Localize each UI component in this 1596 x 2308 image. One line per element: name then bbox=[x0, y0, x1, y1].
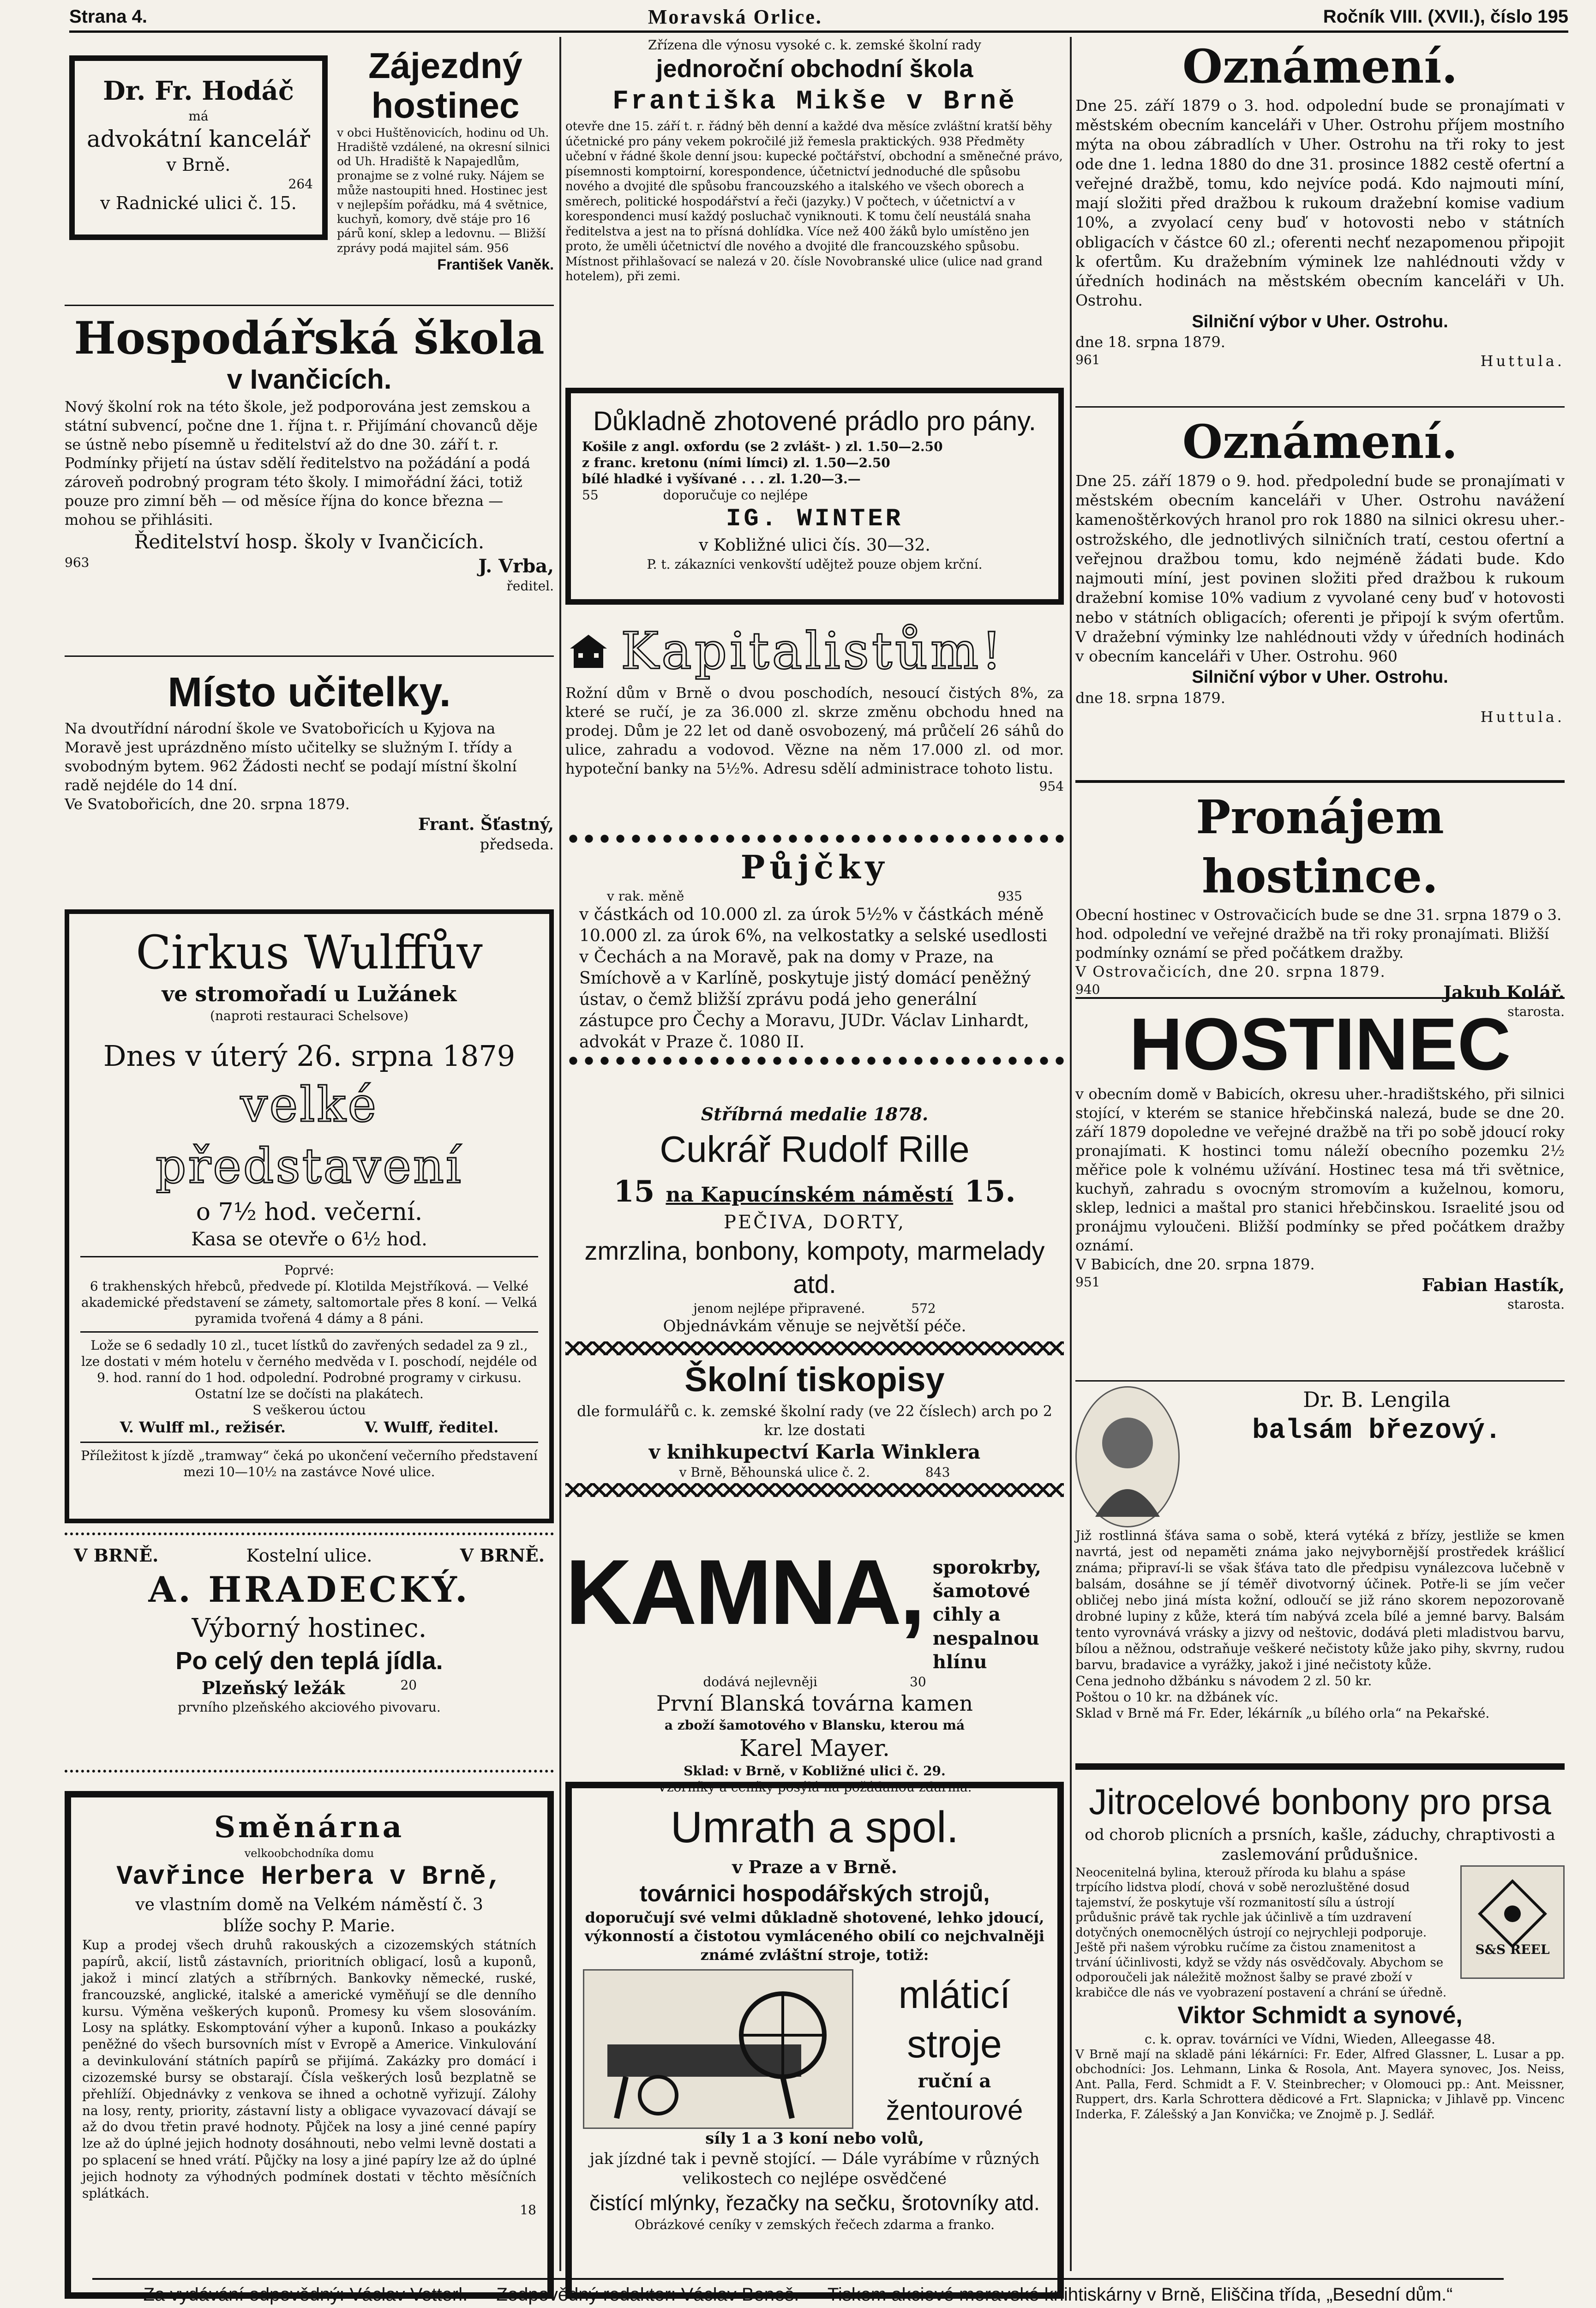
ad-title: KAMNA, bbox=[565, 1541, 924, 1644]
ad-text: Poprvé: bbox=[284, 1262, 334, 1278]
page-header bbox=[69, 3, 1568, 33]
ad-note: Obrázkové ceníky v zemských řečech zdarma a franko. bbox=[634, 2217, 995, 2232]
ad-text: ruční a bbox=[918, 2070, 991, 2092]
ad-signature: Silniční výbor v Uher. Ostrohu. bbox=[1192, 312, 1448, 331]
portrait-icon bbox=[1081, 1392, 1174, 1521]
ad-address: na Kapucínském náměstí bbox=[666, 1183, 954, 1207]
ad-title: Dr. Fr. Hodáč bbox=[103, 76, 294, 106]
ad-subtitle: od chorob plicních a prsních, kašle, záduchy, chraptivosti a zaslemování průdušnice. bbox=[1085, 1825, 1555, 1864]
ad-address: v Kobližné ulici čís. 30—32. bbox=[699, 536, 930, 555]
ad-pronajem-hostince bbox=[1075, 780, 1565, 1020]
ad-title: Oznámení. bbox=[1182, 39, 1458, 94]
ad-headline: žentourové bbox=[886, 2095, 1023, 2126]
page-number: Strana 4. bbox=[69, 6, 147, 27]
ad-name: Viktor Schmidt a synové, bbox=[1177, 2002, 1463, 2029]
ad-text: PEČIVA, DORTY, bbox=[724, 1211, 906, 1233]
house-icon bbox=[565, 632, 612, 669]
ad-title: Školní tiskopisy bbox=[684, 1360, 945, 1399]
ad-address: v Radnické ulici č. 15. bbox=[100, 193, 297, 214]
ad-body: jak jízdné tak i pevně stojící. — Dále vyrábíme v různých velikostech co nejlépe osvědčené bbox=[589, 2149, 1040, 2188]
ad-number: 935 bbox=[997, 888, 1022, 904]
ad-body: Dne 25. září 1879 o 3. hod. odpolední bude se pronajímati v městském obecním kanceláři v Uher. Ostrohu příjem mostního mýta na obou zábradlích v Uher. Ostrohu na tři roky to jest ode dne 1. ledna 1880 do dne 31. prosince 1882 cestě ofertní a veřejné dražbě, tomu, kdo nejvíce podá. Kdo najmouti míní, mají složiti před dražbou k rukoum dražební komise vadium 10%, a zvyolací ceny buď v hotovosti nebo v státních obligacích v částce 60 zl.; oferenti nechť nezapomenou připojit k ofertům. Ku dražebním výminek lze nahlédnouti vždy v úředních hodinách na městském obecním kanceláři v Uh. Ostrohu. bbox=[1075, 96, 1565, 310]
ad-headline: stroje bbox=[907, 2022, 1002, 2066]
ad-address: Sklad: v Brně, v Kobližné ulici č. 29. bbox=[684, 1763, 946, 1779]
issue-info: Ročník VIII. (XVII.), číslo 195 bbox=[1323, 6, 1568, 27]
ad-text: V BRNĚ. bbox=[460, 1545, 545, 1566]
ad-number: 572 bbox=[911, 1301, 936, 1316]
ad-number: 15. bbox=[964, 1174, 1016, 1209]
ad-text: blíže sochy P. Marie. bbox=[223, 1917, 396, 1936]
ad-text: Zřízena dle výnosu vysoké c. k. zemské školní rady bbox=[648, 37, 981, 53]
ad-title: Pronájem hostince. bbox=[1196, 790, 1444, 903]
ad-venue: ve stromořadí u Lužánek bbox=[162, 981, 457, 1006]
ad-hradecky bbox=[65, 1533, 554, 1773]
ad-title: Hospodářská škola bbox=[74, 312, 545, 364]
ad-name: J. Vrba, bbox=[478, 555, 554, 577]
ad-title: Kapitalistům! bbox=[621, 621, 1005, 680]
ad-date: V Ostrovačicích, dne 20. srpna 1879. bbox=[1075, 962, 1386, 980]
ad-name: Fabian Hastík, bbox=[1422, 1274, 1565, 1295]
ad-title: Důkladně zhotovené prádlo pro pány. bbox=[593, 406, 1036, 436]
ad-body: doporučují své velmi důkladně shotovené, lehko jdoucí, výkonností a čistotou vymláceného obilí co nejchvalněji známé zvláštní stroje, totiž: bbox=[584, 1908, 1045, 1964]
ad-name: Františka Mikše v Brně bbox=[612, 87, 1017, 117]
ad-text: Kasa se otevře o 6½ hod. bbox=[191, 1229, 427, 1250]
ad-text: sporokrby, šamotové cihly a nespalnou hlínu bbox=[932, 1557, 1041, 1673]
ad-number: 963 bbox=[65, 555, 90, 571]
ad-body: Nový školní rok na této škole, jež podporována jest zemskou a státní subvencí, počne dne 1. října t. r. Přijímání chovanců děje se ústně nebo písemně u ředitelství až do dne 30. září t. r. Podmínky přijetí na ústav sdělí ředitelstvo na požádání a podá zároveň podrobný program této školy. I mimořádní žáci, totiž pouze pro zimní běh — od měsíce října do konce března — mohou se přihlásiti. bbox=[65, 397, 538, 529]
ad-jitrocelove-bonbony bbox=[1075, 1763, 1565, 2303]
ad-text: S veškerou úctou bbox=[252, 1402, 366, 1418]
ad-text: a zboží šamotového v Blansku, kterou má bbox=[664, 1717, 965, 1733]
ad-name: IG. WINTER bbox=[726, 505, 904, 534]
ad-subtitle: továrnici hospodářských strojů, bbox=[639, 1880, 990, 1906]
ad-body: v obecním domě v Babicích, okresu uher.-hradištského, při silnici stojící, v kterém se stanice hřebčinská nalezá, bude se dne 20. září 1879 dopoledne ve veřejné dražbě na tři po sobě jdoucí roky pronajímati. K hostinci tomu náleží obecního pozemku 2½ měřice pole k volnému užívání. Hostinec tesa má tři světnice, kuchyň, zahradu s ovocným stromovím a kuželnou, komoru, sklep, lednici a maštal pro stanici hřebčinskou. Israelité jsou od pronájmu vyloučeni. Bližší podmínky se před počátkem dražby oznámí. bbox=[1075, 1085, 1565, 1254]
ad-text: Poštou o 10 kr. na džbánek víc. bbox=[1075, 1689, 1279, 1705]
ad-headline: Po celý den teplá jídla. bbox=[175, 1647, 443, 1675]
ad-title: balsám březový. bbox=[1252, 1415, 1502, 1447]
column-divider bbox=[1070, 37, 1072, 2271]
ad-text: čistící mlýnky, řezačky na sečku, šrotovníky atd. bbox=[589, 2190, 1040, 2215]
ad-oznameni-2 bbox=[1075, 406, 1565, 780]
ad-name: v knihkupectví Karla Winklera bbox=[648, 1440, 981, 1463]
ad-text: Plzeňský ležák bbox=[201, 1677, 345, 1698]
ad-text: Cena jednoho džbánku s návodem 2 zl. 50 kr. bbox=[1075, 1673, 1372, 1689]
ad-body: v obci Huštěnovicích, hodinu od Uh. Hradiště vzdálené, na okresní silnici od Uh. Hradiště k Napajedlům, pronajme se z volné ruky. Nájem se může nastoupiti hned. Hostinec jest v nejlepším pořádku, má 4 světnice, kuchyň, komory, dvě stáje pro 16 párů koní, sklep a ledovnu. — Bližší zprávy podá majitel sám. 956 bbox=[337, 126, 550, 255]
ad-role: starosta. bbox=[1507, 1004, 1565, 1020]
ad-number: 961 bbox=[1075, 352, 1100, 368]
ad-note: Příležitost k jízdě „tramway“ čeká po ukončení večerního představení mezi 10—10½ na zastávce Nové ulice. bbox=[81, 1448, 538, 1480]
ad-name: Huttula. bbox=[1480, 708, 1565, 726]
ad-kapitalistum bbox=[565, 619, 1064, 826]
ad-body: Lože se 6 sedadly 10 zl., tucet lístků do zavřených sedadel za 9 zl., lze dostati v mém hotelu v černého medvěda v I. poschodí, nejdéle od 9. hod. ranní do 1 hod. odpolední. Podrobné programy v cirkusu. bbox=[81, 1338, 537, 1386]
ad-oznameni-1 bbox=[1075, 37, 1565, 406]
ad-title: Jitrocelové bonbony pro prsa bbox=[1089, 1781, 1551, 1822]
ad-body: 6 trakhenských hřebců, předvede pí. Klotilda Mejstříková. — Velké akademické představení se zámety, saltomortale přes 8 koní. — Velká pyramida tvořená 4 dámy a 8 páni. bbox=[81, 1279, 537, 1327]
ad-smenarna bbox=[65, 1791, 554, 2299]
ad-zajezdny-hostinec bbox=[337, 46, 554, 305]
ad-title: Cirkus Wulffův bbox=[136, 926, 483, 980]
ad-city: v Brně. bbox=[166, 154, 231, 175]
ad-text: V BRNĚ. bbox=[74, 1545, 159, 1566]
ad-date: dne 18. srpna 1879. bbox=[1075, 333, 1225, 351]
trademark-label bbox=[1460, 1865, 1565, 1979]
ad-text: velkoobchodníka domu bbox=[244, 1846, 374, 1860]
ad-title: Cukrář Rudolf Rille bbox=[660, 1128, 970, 1170]
ad-name: Dr. B. Lengila bbox=[1303, 1387, 1451, 1412]
ad-role: starosta. bbox=[1507, 1297, 1565, 1312]
ad-signature: Silniční výbor v Uher. Ostrohu. bbox=[1192, 667, 1448, 687]
ad-name: První Blanská továrna kamen bbox=[656, 1690, 973, 1716]
ad-text: má bbox=[188, 108, 209, 124]
ad-subtitle: advokátní kancelář bbox=[86, 125, 311, 152]
ad-role: předseda. bbox=[480, 835, 554, 853]
ad-text: Objednávkám věnuje se největší péče. bbox=[663, 1317, 966, 1336]
ad-title: HOSTINEC bbox=[1129, 1003, 1511, 1085]
ad-title: Oznámení. bbox=[1182, 415, 1458, 469]
ad-text: Stříbrná medalie 1878. bbox=[701, 1104, 929, 1124]
ad-body: Neocenitelná bylina, kterouž příroda ku blahu a spáse trpícího lidstva plodí, chová v sobě nerozluštěné dosud tajemství, že poskytuje vší rozmanitostí sílu a ústrojí průdušnic právě tak rychle jak účinlivě a tím uzdravení dotyčných onemocnělých ústrojí co nejrychleji podporuje. Ještě při našem výrobku ručíme za čistou znamenitost a trvání účinlivosti, když se vždy nás osvědčovaly. Abychom se odporoučeli jak náležitě možnost šalby se pravé zboží v krabičce dle nás ve vyobrazení postavení a chrání se úředně. bbox=[1075, 1865, 1447, 2000]
ad-signature: Frant. Šťastný, bbox=[418, 814, 554, 834]
ad-title: Umrath a spol. bbox=[670, 1803, 959, 1852]
ad-text: síly 1 a 3 koní nebo volů, bbox=[705, 2129, 924, 2148]
ad-signature: V. Wulff, ředitel. bbox=[365, 1418, 499, 1436]
ad-subtitle: v Ivančicích. bbox=[227, 363, 392, 395]
ad-subtitle: Výborný hostinec. bbox=[192, 1613, 427, 1643]
ad-text: doporučuje co nejlépe bbox=[663, 487, 808, 503]
ad-body: V Brně mají na skladě páni lékárníci: Fr. Eder, Alfred Glassner, L. Lusar a pp. obchodníci: Jos. Lehmann, Linka & Rosola, Ant. Mayera synovec, Jos. Neiss, Ant. Palla, Ferd. Schmidt a F. V. Steinbrecher; v Olomouci pp.: Ant. Meissner, Ruppert, drs. Karla Schrottera dědicové a Frt. Slapnicka; v Jihlavě pp. Vincenc Inderka, F. Zálešský a Jan Konvička; ve Znojmě p. J. Sedlář. bbox=[1075, 2047, 1565, 2122]
ad-signature: Ředitelství hosp. školy v Ivančicích. bbox=[134, 530, 485, 553]
ad-number: 954 bbox=[1039, 778, 1064, 794]
ad-body: Obecní hostinec v Ostrovačicích bude se dne 31. srpna 1879 o 3. hod. odpolední ve veřejné dražbě na tři roky pronajímati. Bližší podmínky oznámí se před počátkem dražby. bbox=[1075, 906, 1562, 962]
ad-misto-ucitelky bbox=[65, 655, 554, 914]
ad-date: Dnes v úterý 26. srpna 1879 bbox=[103, 1039, 516, 1073]
trademark-icon bbox=[1485, 1886, 1540, 1941]
label-text: S&S REEL bbox=[1475, 1942, 1550, 1958]
ad-number: 55 bbox=[582, 487, 599, 503]
threshing-machine-illustration bbox=[583, 1969, 853, 2129]
ad-hospodarska-skola bbox=[65, 305, 554, 655]
ad-role: ředitel. bbox=[506, 578, 554, 594]
ad-body: Dne 25. září 1879 o 9. hod. předpolední bude se pronajímati v městském obecním kanceláři v Uher. Ostrohu navážení kamenoštěrkových hranol pro rok 1880 na silnici okresu uher.-ostrožského, dle jednotlivých silničních tratí, cestou ofertní a veřejnou dražbou tomu, kdo nejméně žádati bude. Kdo najmouti míní, jest povinen složiti před dražbou k rukoum dražební komise 10% vadium z vyvolané ceny buď v hotovosti nebo v státních obligacích; oferenti je připojí k svým ofertům. V dražební výminky lze nahlédnouti vždy v úředních hodinách v obecním kanceláři v Uher. Ostrohu. 960 bbox=[1075, 472, 1565, 666]
ad-text: zmrzlina, bonbony, kompoty, marmelady atd. bbox=[584, 1236, 1045, 1298]
ad-note: jenom nejlépe připravené. bbox=[693, 1301, 865, 1316]
ad-signature: V. Wulff ml., režisér. bbox=[120, 1418, 286, 1436]
ad-text: Ostatní lze se dočísti na plakátech. bbox=[195, 1386, 424, 1402]
ad-text: bílé hladké i vyšívané . . . zl. 1.20—3.— bbox=[582, 471, 861, 487]
ad-name: Huttula. bbox=[1480, 352, 1565, 370]
ad-text: prvního plzeňského akciového pivovaru. bbox=[178, 1700, 441, 1715]
ad-note: Vzorníky a ceníky posýlá na požádanou zdarma. bbox=[657, 1779, 972, 1795]
ad-note: (naproti restauraci Schelsove) bbox=[210, 1008, 408, 1023]
ad-obchodni-skola bbox=[565, 37, 1064, 369]
ad-text: dodává nejlevněji bbox=[703, 1674, 818, 1689]
ad-cirkus bbox=[65, 909, 554, 1523]
ad-note: P. t. zákazníci venkovští udějtež pouze objem krční. bbox=[647, 557, 983, 572]
ad-number: 18 bbox=[520, 2202, 536, 2218]
ad-title: Místo učitelky. bbox=[168, 669, 451, 715]
ad-title: Půjčky bbox=[740, 848, 889, 886]
ad-body: dle formulářů c. k. zemské školní rady (ve 22 číslech) arch po 2 kr. lze dostati bbox=[577, 1402, 1052, 1439]
ad-lengila-balsam bbox=[1075, 1380, 1565, 1759]
ad-text: v rak. měně bbox=[607, 888, 684, 904]
ad-hostinec bbox=[1075, 997, 1565, 1376]
ad-body: v částkách od 10.000 zl. za úrok 5½% v částkách méně 10.000 zl. za úrok 6%, na velkostatky a selské usedlosti v Čechách a na Moravě, pak na domy v Praze, na Smíchově a v Karlíně, poskytuje jistý domácí peněžný ústav, o čemž bližší zprávu podá jeho generální zástupce pro Čechy a Moravu, JUDr. Václav Linhardt, advokát v Praze č. 1080 II. bbox=[579, 905, 1048, 1052]
ad-date: dne 18. srpna 1879. bbox=[1075, 689, 1225, 707]
ad-pujcky bbox=[565, 831, 1064, 1089]
masthead: Moravská Orlice. bbox=[648, 5, 822, 28]
ad-text: ve vlastním domě na Velkém náměstí č. 3 bbox=[135, 1895, 483, 1915]
ad-rille bbox=[565, 1103, 1064, 1334]
ad-date: Ve Svatobořicích, dne 20. srpna 1879. bbox=[65, 795, 350, 813]
ad-number: 15 bbox=[613, 1174, 655, 1209]
ad-headline: mláticí bbox=[898, 1972, 1011, 2016]
column-divider bbox=[559, 37, 561, 2271]
ad-text: c. k. oprav. továrníci ve Vídni, Wieden, Alleegasse 48. bbox=[1145, 2031, 1495, 2047]
ad-time: o 7½ hod. večerní. bbox=[196, 1198, 423, 1226]
ad-address: Sklad v Brně má Fr. Eder, lékárník „u bílého orla“ na Pekařské. bbox=[1075, 1706, 1490, 1721]
page-footer: Za vydávání odpovědný: Václav Vetterl. — Zodpovědný redaktor: Václav Beneš. — Tiskem akciové moravské knihtiskárny v Brně, Eliščina třída, „Besední dům.“ bbox=[92, 2278, 1504, 2308]
ad-text: v Praze a v Brně. bbox=[732, 1856, 897, 1877]
ad-title: A. HRADECKÝ. bbox=[148, 1569, 470, 1610]
ad-title: Zájezdný hostinec bbox=[368, 45, 522, 126]
ad-umrath bbox=[565, 1782, 1064, 2299]
ad-hodac bbox=[69, 55, 328, 240]
ad-title: jednoroční obchodní škola bbox=[656, 55, 973, 83]
ad-name: Jakub Kolář. bbox=[1443, 981, 1565, 1003]
ad-address: Místnost přihlašovací se nalezá v 20. čísle Novobranské ulice (ulice nad grand hotelem), při zemi. bbox=[565, 254, 1043, 284]
ad-number: 951 bbox=[1075, 1274, 1100, 1290]
ad-number: 843 bbox=[925, 1465, 950, 1480]
ad-skolni-tiskopisy bbox=[565, 1339, 1064, 1542]
ad-number: 30 bbox=[910, 1674, 926, 1689]
ad-number: 20 bbox=[400, 1677, 417, 1693]
ad-body: otevře dne 15. září t. r. řádný běh denní a každé dva měsíce zvláštní kratší běhy účetnické pro pány vekem pokročilé již řemesla praktických. 938 Předměty učební v řádné škole denní jsou: kupecké počtářství, obchodní a směnečné právo, písemnosti komptoirní, korespondence, účetnictví jednoduché dle spůsobu nového a dvojité dle spůsobu francouzského a italského ve všech oborech a směrech, politické hospodářství a řeči (jazyky.) V počtech, v účetnictví a v korespondenci musí každý posluchač vyniknouti. K tomu čelí neustálá snaha ředitelstva a jest na to přísná dohlídka. Více než 400 žáků bylo umístěno jen proto, že uměli účetnictví dle nového a dvojité dle francouzského spůsobu. bbox=[565, 120, 1063, 254]
ad-signature: František Vaněk. bbox=[437, 256, 554, 273]
ad-number: 264 bbox=[288, 176, 313, 192]
ad-body: Již rostlinná šťáva sama o sobě, která vytéká z břízy, jestliže se kmen navrtá, jest od nepaměti známa jako nejvybornější prostředek krášlicí známa; připraví-li se však šťáva tato dle předpisu vynálezcova lučebně v balsám, dosáhne se jí téměř divotvorný účinek. Potře-li se jím večer obličej nebo jiná místa kožní, odloučí se již ráno skorem nepozorovaně drobné lupiny z kůže, která tím nabývá zcela bílé a jemné barvy. Balsám tento vyrovnává vrásky a jizvy od neštovic, dodává pleti mladistvou barvu, bílou a něžnou, odstraňuje veškeré nečistoty kůže jako pihy, skvrny, rudou barvu, bradavice a vyrážky, jakož i jiné nečistoty kůže. bbox=[1075, 1528, 1565, 1672]
ad-title: Směnárna bbox=[214, 1810, 405, 1845]
machine-icon bbox=[589, 1975, 847, 2123]
ad-address: v Brně, Běhounská ulice č. 2. bbox=[679, 1465, 870, 1480]
ad-text: z franc. kretonu (ními límci) zl. 1.50—2.50 bbox=[582, 455, 890, 471]
ad-number: 940 bbox=[1075, 981, 1100, 997]
ad-date: V Babicích, dne 20. srpna 1879. bbox=[1075, 1255, 1315, 1273]
ad-text: Kostelní ulice. bbox=[246, 1545, 372, 1566]
portrait-medallion bbox=[1075, 1386, 1180, 1527]
ad-body: Na dvoutřídní národní škole ve Svatobořicích u Kyjova na Moravě jest uprázdněno místo učitelky se služným I. třídy a svobodným bytem. 962 Žádosti nechť se podají místní školní radě nejdéle do 14 dní. bbox=[65, 720, 517, 794]
ad-name: Karel Mayer. bbox=[739, 1734, 890, 1761]
ad-name: Vavřince Herbera v Brně, bbox=[116, 1862, 502, 1892]
ad-pradlo bbox=[565, 388, 1064, 605]
ad-headline: velké představení bbox=[155, 1076, 463, 1195]
ad-text: Košile z angl. oxfordu (se 2 zvlášt- ) zl. 1.50—2.50 bbox=[582, 439, 943, 455]
ad-body: Rožní dům v Brně o dvou poschodích, nesoucí čistých 8%, za které se ručí, je za 36.000 zl. skrze změnu obchodu hned na prodej. Dům je 22 let od daně osvobozený, má průčelí 26 sáhů do ulice, zahradu a vodovod. Vězne na něm 17.000 zl. od mor. hypoteční banky na 5½%. Adresu sdělí administrace tohoto listu. bbox=[565, 684, 1064, 777]
ad-body: Kup a prodej všech druhů rakouských a cizozemských státních papírů, akcií, listů zástavních, prioritních obligací, losů a kuponů, jakož i mincí zlatých a stříbrných. Bankovky německé, ruské, francouzské, anglické, italské a americké vyměňují se dle denního kursu. Výměna veškerých kuponů. Promesy ku všem slosováním. Losy na splátky. Eskomptování výher a kuponů. Inkaso a poukázky peněžné do všech bursovních míst v Evropě a Americe. Vinkulování a devinkulování státních papírů se přijímá. Zakázky pro domácí i cizozemské bursy se obstarají. Čísla veškerých losů bezplatně se přehlíží. Objednávky z venkova se ihned a ochotně vyřizují. Zálohy na losy, renty, priority, zástavní listy a obligace vyvazovací dávají se až do dvou třetin pravé hodnoty. Půjček na losy a jiné cenné papíry lze až do úplné jejich hodnoty dosáhnouti, nebo velmi levně dostati a po splacení se hned vrátí. Půjčky na losy a jiné papíry lze až do úplné jejich hodnoty za výhodných podmínek dostati v těchto měsíčních splátkách. bbox=[82, 1937, 536, 2201]
ad-kamna bbox=[565, 1541, 1064, 1795]
